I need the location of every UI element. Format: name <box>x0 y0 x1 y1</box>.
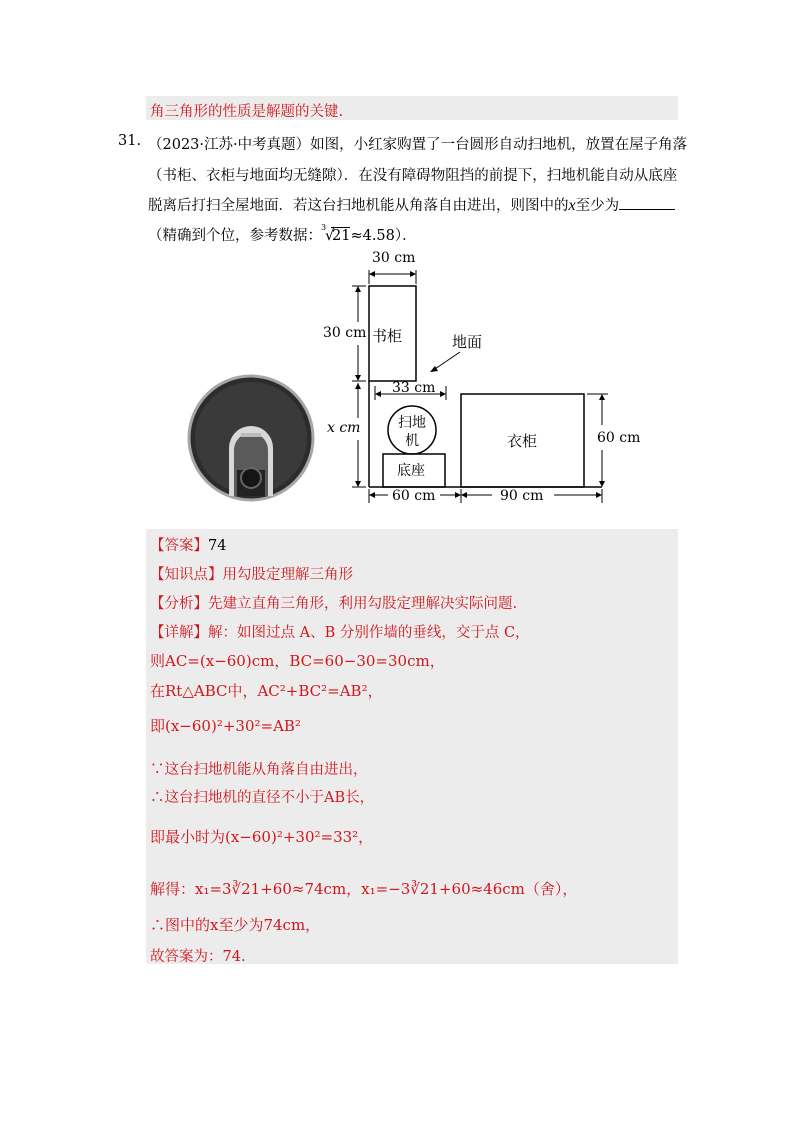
detail-label: 【详解】 <box>150 625 208 641</box>
prev-solution-tail: 角三角形的性质是解题的关键. <box>150 104 344 120</box>
label-bookcase-height: 30 cm <box>323 325 367 341</box>
analysis-label: 【分析】 <box>150 596 208 612</box>
label-wardrobe-height: 60 cm <box>597 430 641 446</box>
label-gap: 33 cm <box>392 380 436 396</box>
cube-root <box>321 223 351 244</box>
analysis-line <box>150 592 517 613</box>
radical-sign: √ <box>325 228 335 244</box>
conclusion-line: ∴图中的x至少为74cm， <box>150 916 321 934</box>
label-robot-1: 扫地 <box>398 415 426 431</box>
because-line: ∵这台扫地机能从角落自由进出， <box>150 762 368 778</box>
question-line-4-b: ≈4.58）． <box>350 228 417 244</box>
question-line-2: （书柜、衣柜与地面均无缝隙）．在没有障碍物阻挡的前提下，扫地机能自动从底座 <box>148 168 678 184</box>
eq-5: 解得：x₁=3∛21+60≈74cm，x₁=−3∛21+60≈46cm（舍）， <box>150 880 578 898</box>
label-bookcase: 书柜 <box>372 327 403 345</box>
knowledge-label: 【知识点】 <box>150 567 223 583</box>
question-line-3-b: 至少为 <box>575 198 620 214</box>
therefore-line: ∴这台扫地机的直径不小于AB长， <box>150 790 375 806</box>
question-line-4-a: （精确到个位，参考数据： <box>148 228 322 244</box>
radicand: 21 <box>332 228 351 244</box>
label-wardrobe: 衣柜 <box>507 432 538 450</box>
answer-line <box>150 534 226 555</box>
question-line-3 <box>148 194 675 215</box>
question-line-4 <box>148 224 417 245</box>
eq-2: 在Rt△ABC中，AC²+BC²=AB²， <box>150 682 383 700</box>
eq-1: 则AC=(x−60)cm，BC=60−30=30cm， <box>150 652 445 670</box>
label-bottom-right: 90 cm <box>500 488 544 504</box>
label-bottom-left: 60 cm <box>392 488 436 504</box>
label-robot-2: 机 <box>405 433 419 449</box>
eq-3: 即(x−60)²+30²=AB² <box>150 717 301 735</box>
label-base: 底座 <box>397 463 425 479</box>
question-line-3-a: 脱离后打扫全屋地面．若这台扫地机能从角落自由进出，则图中的 <box>148 198 569 214</box>
answer-blank <box>619 195 675 210</box>
eq-4: 即最小时为(x−60)²+30²=33²， <box>150 828 374 846</box>
question-line-1: （2023·江苏·中考真题）如图，小红家购置了一台圆形自动扫地机，放置在屋子角落 <box>148 137 688 153</box>
question-number: 31. <box>118 133 142 149</box>
label-x: x cm <box>327 420 361 436</box>
detail-text: 解：如图过点 A、B 分别作墙的垂线，交于点 C， <box>208 625 530 641</box>
label-top-width: 30 cm <box>372 250 416 266</box>
label-floor: 地面 <box>452 333 483 351</box>
answer-label: 【答案】 <box>150 538 208 554</box>
floor-arrow <box>432 352 460 371</box>
robot-vacuum-photo <box>189 376 313 500</box>
detail-line <box>150 621 530 642</box>
knowledge-text: 用勾股定理解三角形 <box>222 567 353 583</box>
answer-value: 74 <box>208 538 227 554</box>
analysis-text: 先建立直角三角形，利用勾股定理解决实际问题. <box>208 596 518 612</box>
final-line: 故答案为：74. <box>150 949 246 965</box>
var-x: x <box>568 197 576 214</box>
root-index: 3 <box>321 223 327 232</box>
knowledge-line <box>150 563 353 584</box>
